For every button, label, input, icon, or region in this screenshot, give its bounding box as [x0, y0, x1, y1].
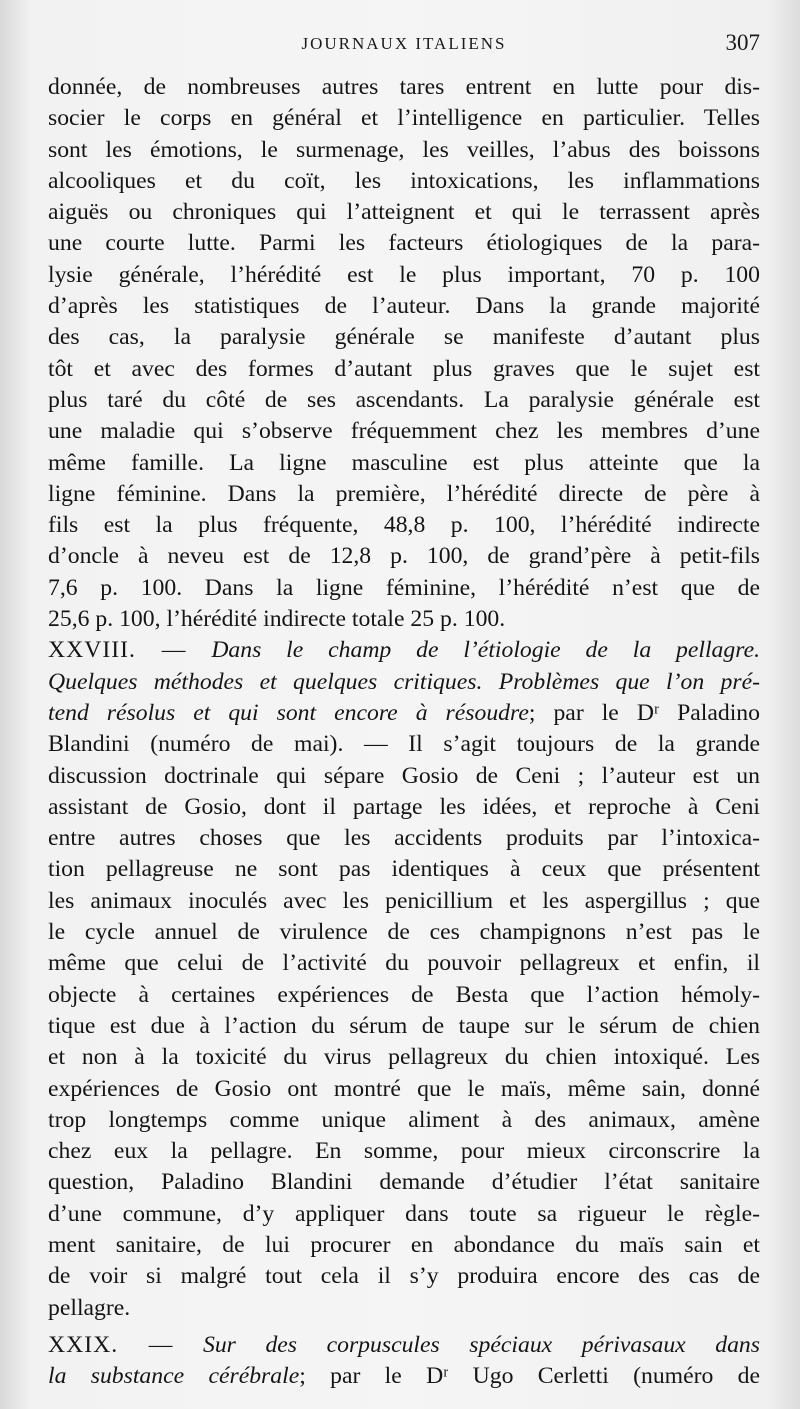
- paragraph-line: d’après les statistiques de l’auteur. Dans la grande majorité: [48, 293, 760, 320]
- section-xxviii-author: ; par le Dʳ Paladino: [528, 699, 760, 726]
- section-xxviii-line: tion pellagreuse ne sont pas identiques à ceux que présentent: [48, 856, 760, 883]
- section-xxix: [48, 1330, 760, 1393]
- paragraph-line: aiguës ou chroniques qui l’atteignent et qui le terrassent après: [48, 199, 760, 226]
- paragraph-line: alcooliques et du coït, les intoxications, les inflammations: [48, 167, 760, 194]
- paragraph-line: plus taré du côté de ses ascendants. La paralysie générale est: [48, 386, 760, 413]
- body-text: [48, 72, 760, 1392]
- section-xxix-title-part1: Sur des corpuscules spéciaux périvasaux dans: [202, 1331, 760, 1358]
- paragraph-pathology-heredity: [48, 72, 760, 635]
- paragraph-line: 25,6 p. 100, l’hérédité indirecte totale 25 p. 100.: [48, 606, 506, 633]
- paragraph-line: 7,6 p. 100. Dans la ligne féminine, l’hérédité n’est que de: [48, 574, 760, 601]
- page-number: 307: [725, 30, 760, 55]
- section-xxviii: [48, 635, 760, 1324]
- section-xxviii-body: [48, 729, 760, 1324]
- paragraph-line: tôt et avec des formes d’autant plus graves que le sujet est: [48, 355, 760, 382]
- section-xxviii-title-part3: tend résolus et qui sont encore à résoudre: [48, 699, 529, 726]
- section-xxviii-title-part1: Dans le champ de l’étiologie de la pellagre.: [211, 637, 761, 664]
- paragraph-line: fils est la plus fréquente, 48,8 p. 100, l’hérédité indirecte: [48, 512, 760, 539]
- section-xxviii-line: expériences de Gosio ont montré que le maïs, même sain, donné: [48, 1075, 760, 1102]
- paragraph-line: sont les émotions, le surmenage, les veilles, l’abus des boissons: [48, 136, 760, 163]
- section-xxviii-line: chez eux la pellagre. En somme, pour mieux circonscrire la: [48, 1138, 760, 1165]
- paragraph-line: socier le corps en général et l’intelligence en particulier. Telles: [48, 105, 760, 132]
- section-xxviii-line: même que celui de l’activité du pouvoir pellagreux et enfin, il: [48, 950, 760, 977]
- section-xxviii-line: les animaux inoculés avec les penicillium et les aspergillus ; que: [48, 887, 760, 914]
- section-xxviii-line: d’une commune, d’y appliquer dans toute sa rigueur le règle-: [48, 1200, 760, 1227]
- section-xxviii-line: et non à la toxicité du virus pellagreux du chien intoxiqué. Les: [48, 1044, 760, 1071]
- section-xxviii-title-line3: [48, 698, 760, 729]
- section-xxviii-heading-line: [48, 635, 760, 666]
- section-xxviii-line: Blandini (numéro de mai). — Il s’agit toujours de la grande: [48, 731, 760, 758]
- section-xxviii-line: discussion doctrinale qui sépare Gosio de Ceni ; l’auteur est un: [48, 762, 760, 789]
- section-xxviii-line: de voir si malgré tout cela il s’y produira encore des cas de: [48, 1263, 760, 1290]
- section-xxviii-line: le cycle annuel de virulence de ces champignons n’est pas le: [48, 919, 760, 946]
- paragraph-line: des cas, la paralysie générale se manifeste d’autant plus: [48, 324, 760, 351]
- section-xxix-heading-line: [48, 1330, 760, 1361]
- section-xxviii-title-part2: Quelques méthodes et quelques critiques. Problèmes que l’on pré-: [48, 668, 760, 695]
- paragraph-line: d’oncle à neveu est de 12,8 p. 100, de grand’père à petit-fils: [48, 543, 760, 570]
- section-xxviii-line: assistant de Gosio, dont il partage les idées, et reproche à Ceni: [48, 793, 760, 820]
- section-xxviii-line: entre autres choses que les accidents produits par l’intoxica-: [48, 825, 760, 852]
- paragraph-line: une maladie qui s’observe fréquemment chez les membres d’une: [48, 418, 760, 445]
- paragraph-line: lysie générale, l’hérédité est le plus important, 70 p. 100: [48, 261, 760, 288]
- section-xxix-number: XXIX. —: [48, 1331, 174, 1358]
- paragraph-line: même famille. La ligne masculine est plus atteinte que la: [48, 449, 760, 476]
- section-xxviii-number: XXVIII. —: [48, 637, 187, 664]
- section-xxix-title-part2: la substance cérébrale: [48, 1363, 300, 1390]
- section-xxix-author: ; par le Dʳ Ugo Cerletti (numéro de: [299, 1363, 760, 1390]
- section-xxviii-line: pellagre.: [48, 1294, 131, 1321]
- section-xxviii-line: tique est due à l’action du sérum de taupe sur le sérum de chien: [48, 1012, 760, 1039]
- section-xxviii-line: question, Paladino Blandini demande d’étudier l’état sanitaire: [48, 1169, 760, 1196]
- section-xxix-title-line2: [48, 1361, 760, 1392]
- section-xxviii-line: ment sanitaire, de lui procurer en abondance du maïs sain et: [48, 1231, 760, 1258]
- page-header: [48, 30, 760, 64]
- section-xxviii-line: trop longtemps comme unique aliment à des animaux, amène: [48, 1106, 760, 1133]
- paragraph-line: donnée, de nombreuses autres tares entrent en lutte pour dis-: [48, 74, 760, 100]
- running-head: JOURNAUX ITALIENS: [301, 34, 507, 53]
- paragraph-line: une courte lutte. Parmi les facteurs étiologiques de la para-: [48, 230, 760, 257]
- paragraph-line: ligne féminine. Dans la première, l’hérédité directe de père à: [48, 480, 760, 507]
- section-xxviii-line: objecte à certaines expériences de Besta que l’action hémoly-: [48, 981, 760, 1008]
